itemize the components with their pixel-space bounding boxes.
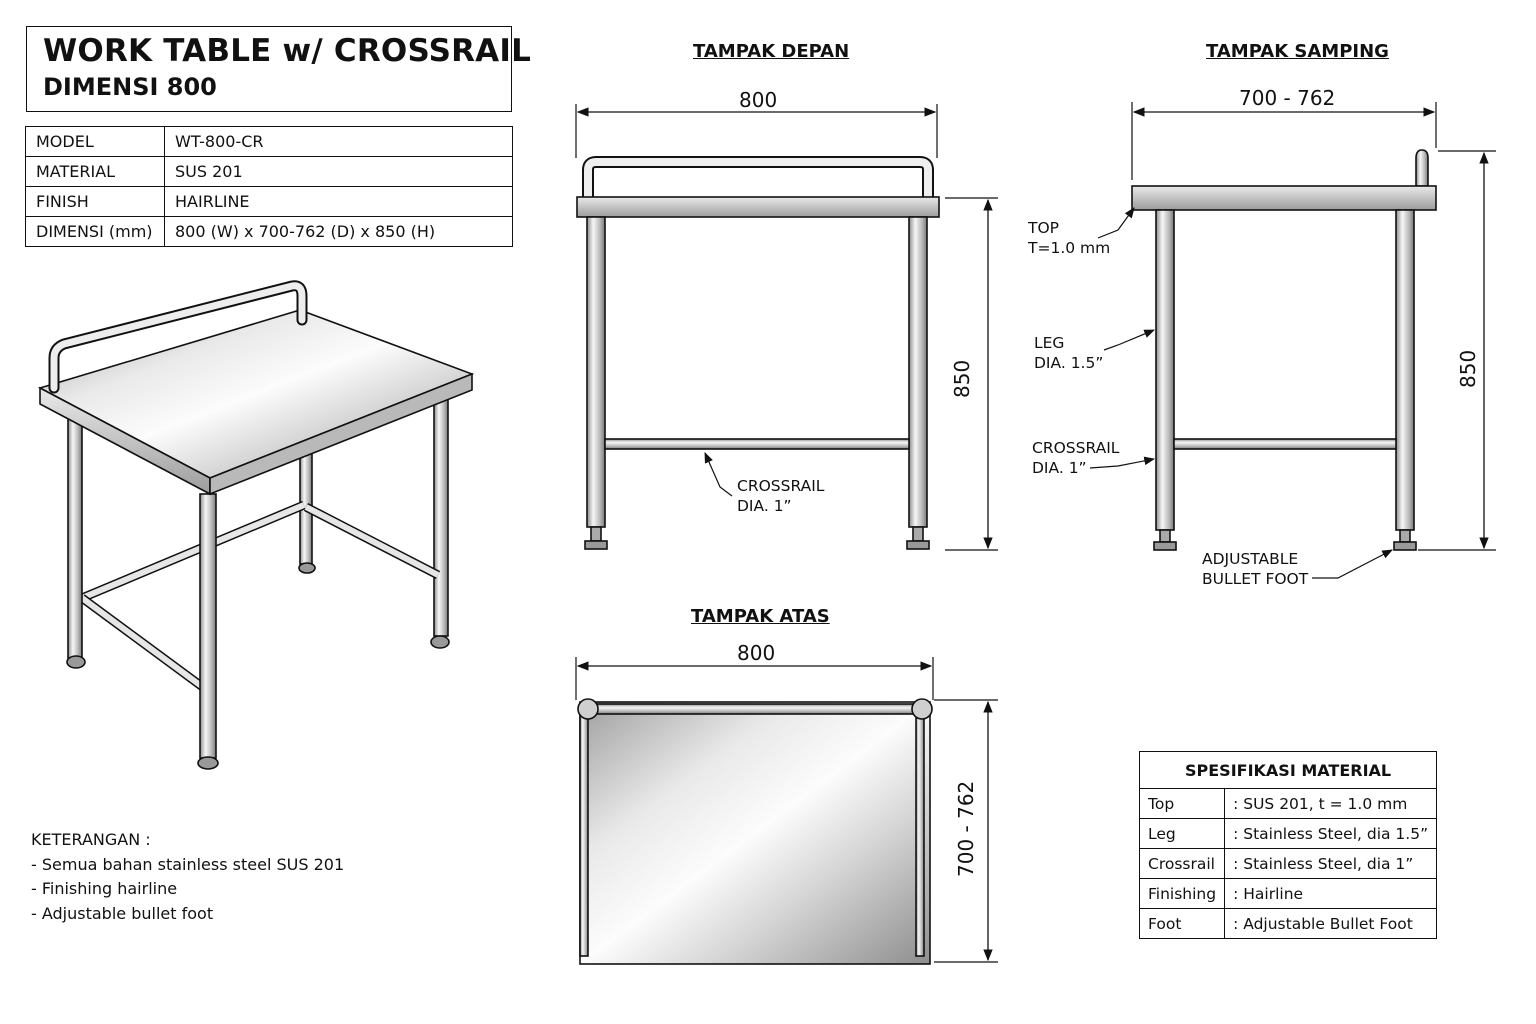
table-row — [26, 187, 513, 217]
spec-value: : Stainless Steel, dia 1.5” — [1225, 819, 1437, 849]
side-crossrail-label — [1032, 438, 1119, 478]
label-line: ADJUSTABLE — [1202, 550, 1299, 568]
top-view-drawing — [576, 657, 998, 964]
note-item: - Semua bahan stainless steel SUS 201 — [31, 854, 345, 874]
spec-key: Crossrail — [1140, 849, 1225, 879]
side-view-title: TAMPAK SAMPING — [1206, 41, 1389, 62]
front-height-dimension: 850 — [950, 359, 974, 398]
side-depth-dimension: 700 - 762 — [1239, 86, 1336, 110]
notes-block — [31, 828, 344, 926]
label-line: DIA. 1” — [737, 497, 792, 515]
info-key: DIMENSI (mm) — [26, 217, 165, 247]
isometric-table-drawing — [40, 286, 472, 769]
note-item: - Adjustable bullet foot — [31, 903, 214, 923]
front-width-dimension: 800 — [739, 88, 778, 112]
label-line: CROSSRAIL — [737, 477, 825, 495]
top-thickness-label — [1028, 218, 1110, 258]
label-line: DIA. 1” — [1032, 459, 1087, 477]
table-header-row — [1140, 752, 1437, 789]
notes-heading: KETERANGAN : — [31, 830, 151, 849]
leg-label — [1034, 333, 1103, 373]
info-value: WT-800-CR — [165, 127, 513, 157]
spec-value: : Stainless Steel, dia 1” — [1225, 849, 1437, 879]
table-row — [26, 157, 513, 187]
table-row — [1140, 819, 1437, 849]
info-table — [25, 126, 513, 247]
label-line: TOP — [1028, 219, 1060, 237]
info-value: HAIRLINE — [165, 187, 513, 217]
spec-table — [1139, 751, 1437, 939]
front-crossrail-label — [737, 476, 824, 516]
info-value: 800 (W) x 700-762 (D) x 850 (H) — [165, 217, 513, 247]
foot-label — [1202, 549, 1308, 589]
label-line: DIA. 1.5” — [1034, 354, 1104, 372]
drawing-subtitle: DIMENSI 800 — [43, 73, 217, 101]
info-key: MATERIAL — [26, 157, 165, 187]
spec-key: Leg — [1140, 819, 1225, 849]
table-row — [1140, 849, 1437, 879]
spec-key: Foot — [1140, 909, 1225, 939]
info-key: FINISH — [26, 187, 165, 217]
title-block — [26, 26, 532, 112]
info-key: MODEL — [26, 127, 165, 157]
table-row — [1140, 789, 1437, 819]
table-row — [1140, 909, 1437, 939]
spec-value: : Adjustable Bullet Foot — [1225, 909, 1437, 939]
label-line: T=1.0 mm — [1028, 239, 1111, 257]
spec-table-heading: SPESIFIKASI MATERIAL — [1140, 752, 1437, 789]
side-height-dimension: 850 — [1456, 349, 1480, 388]
note-item: - Finishing hairline — [31, 879, 178, 898]
label-line: CROSSRAIL — [1032, 439, 1120, 457]
side-view-drawing — [1090, 102, 1496, 578]
top-width-dimension: 800 — [737, 641, 776, 665]
top-view-title: TAMPAK ATAS — [691, 606, 830, 627]
spec-value: : SUS 201, t = 1.0 mm — [1225, 789, 1437, 819]
label-line: LEG — [1034, 334, 1065, 352]
spec-key: Finishing — [1140, 879, 1225, 909]
info-value: SUS 201 — [165, 157, 513, 187]
spec-value: : Hairline — [1225, 879, 1437, 909]
spec-key: Top — [1140, 789, 1225, 819]
top-depth-dimension: 700 - 762 — [954, 780, 978, 877]
table-row — [26, 217, 513, 247]
table-row — [26, 127, 513, 157]
table-row — [1140, 879, 1437, 909]
label-line: BULLET FOOT — [1202, 570, 1309, 588]
front-view-title: TAMPAK DEPAN — [693, 41, 850, 62]
drawing-title: WORK TABLE w/ CROSSRAIL — [43, 33, 532, 69]
